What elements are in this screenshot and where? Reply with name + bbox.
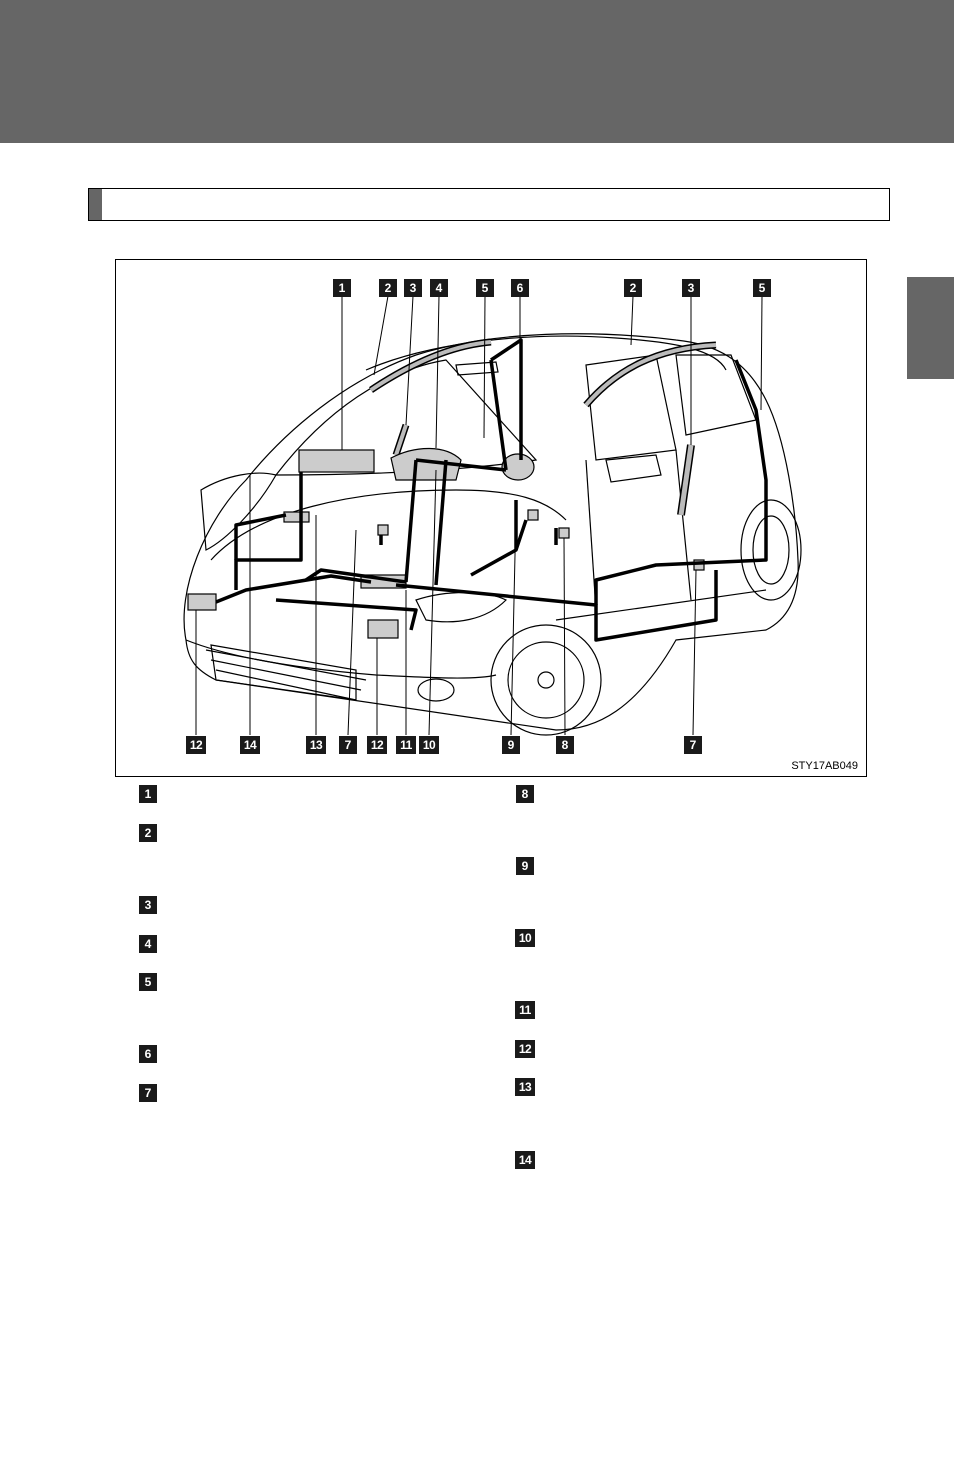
legend-badge-1: 1	[139, 785, 157, 803]
legend-badge-3: 3	[139, 896, 157, 914]
callout-11: 11	[396, 736, 416, 754]
callout-4: 4	[430, 279, 448, 297]
legend-badge-2: 2	[139, 824, 157, 842]
callout-7-b: 7	[684, 736, 702, 754]
legend-badge-9: 9	[516, 857, 534, 875]
callout-13: 13	[306, 736, 326, 754]
header-band	[0, 0, 954, 143]
legend-badge-8: 8	[516, 785, 534, 803]
legend-badge-14: 14	[515, 1151, 535, 1169]
callout-14: 14	[240, 736, 260, 754]
callout-8: 8	[556, 736, 574, 754]
car-illustration	[116, 260, 868, 778]
callout-1: 1	[333, 279, 351, 297]
callout-6: 6	[511, 279, 529, 297]
callout-2: 2	[379, 279, 397, 297]
legend-badge-12: 12	[515, 1040, 535, 1058]
chapter-tab	[907, 277, 954, 379]
legend-badge-11: 11	[515, 1001, 535, 1019]
section-bar-accent	[89, 189, 102, 220]
callout-12-b: 12	[367, 736, 387, 754]
legend-badge-5: 5	[139, 973, 157, 991]
callout-2-rear: 2	[624, 279, 642, 297]
callout-3: 3	[404, 279, 422, 297]
callout-3-rear: 3	[682, 279, 700, 297]
legend-badge-6: 6	[139, 1045, 157, 1063]
legend-badge-13: 13	[515, 1078, 535, 1096]
legend-badge-7: 7	[139, 1084, 157, 1102]
callout-10: 10	[419, 736, 439, 754]
callout-12: 12	[186, 736, 206, 754]
airbag-location-figure	[115, 259, 867, 777]
section-title-bar	[88, 188, 890, 221]
legend-badge-10: 10	[515, 929, 535, 947]
figure-code: STY17AB049	[791, 760, 858, 772]
callout-5-rear: 5	[753, 279, 771, 297]
legend-badge-4: 4	[139, 935, 157, 953]
callout-9: 9	[502, 736, 520, 754]
callout-5: 5	[476, 279, 494, 297]
callout-7: 7	[339, 736, 357, 754]
